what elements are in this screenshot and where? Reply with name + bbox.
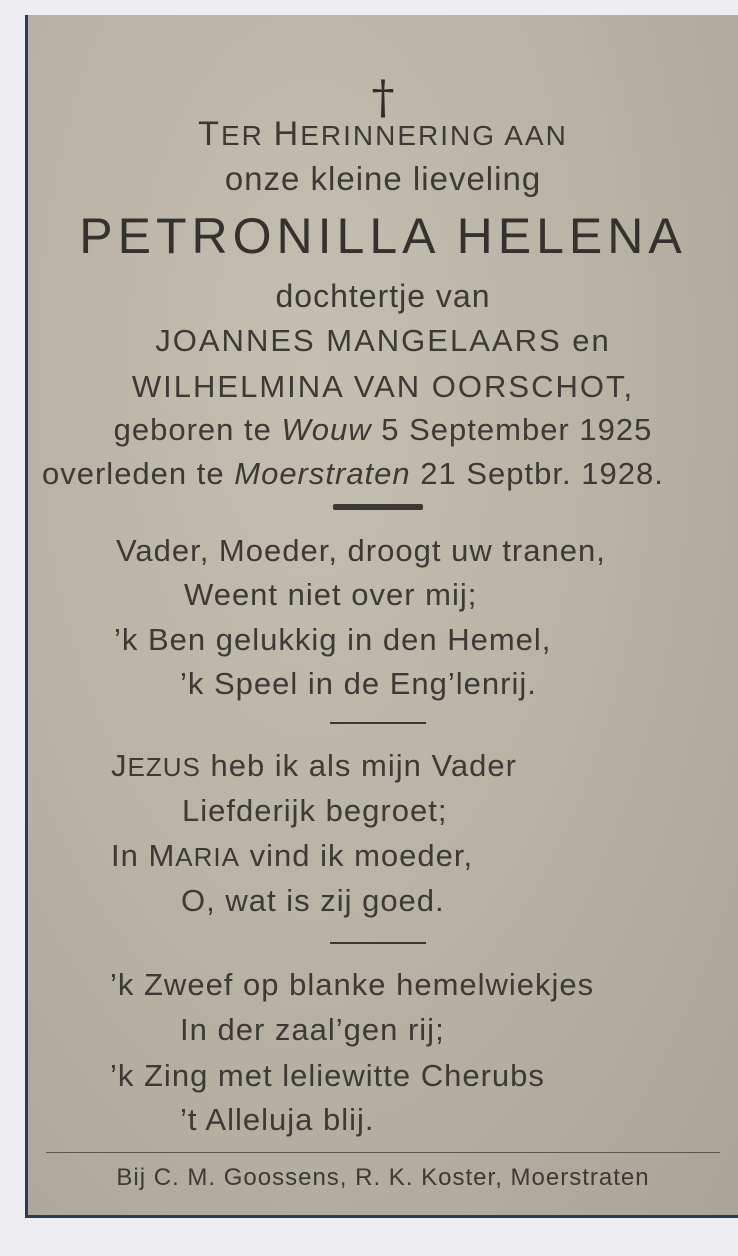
deceased-name: PETRONILLA HELENA (79, 208, 687, 264)
verse1-line3: ’k Ben gelukkig in den Hemel, (114, 622, 552, 657)
verse1-line2: Weent niet over mij; (184, 577, 478, 612)
divider-bar (333, 504, 423, 510)
cross-icon: † (371, 70, 395, 124)
mother-name: WILHELMINA VAN OORSCHOT, (131, 369, 635, 404)
verse1-line4: ’k Speel in de Eng’lenrij. (180, 666, 537, 701)
printer-credit: Bij C. M. Goossens, R. K. Koster, Moerstraten (116, 1164, 650, 1191)
relation-line: dochtertje van (275, 278, 491, 314)
verse3-line3: ’k Zing met leliewitte Cherubs (110, 1058, 545, 1093)
verse3-line2: In der zaal’gen rij; (180, 1012, 445, 1047)
death-line: overleden te Moerstraten 21 Septbr. 1928. (42, 456, 664, 491)
birth-line: geboren te Wouw 5 September 1925 (113, 412, 653, 447)
father-name: JOANNES MANGELAARS en (155, 323, 611, 358)
verse3-line4: ’t Alleluja blij. (180, 1102, 375, 1137)
verse2-line2: Liefderijk begroet; (182, 793, 448, 828)
verse-divider (330, 722, 426, 724)
footer-rule (46, 1152, 720, 1153)
verse-divider (330, 942, 426, 944)
verse2-line3: In MARIA vind ik moeder, (111, 838, 474, 873)
memorial-card (25, 15, 738, 1218)
verse3-line1: ’k Zweef op blanke hemelwiekjes (110, 967, 595, 1002)
verse1-line1: Vader, Moeder, droogt uw tranen, (116, 533, 606, 568)
subheading: onze kleine lieveling (224, 160, 542, 197)
verse2-line1: JEZUS heb ik als mijn Vader (111, 748, 517, 783)
heading: TER HERINNERING AAN (198, 115, 568, 153)
verse2-line4: O, wat is zij goed. (181, 883, 445, 918)
